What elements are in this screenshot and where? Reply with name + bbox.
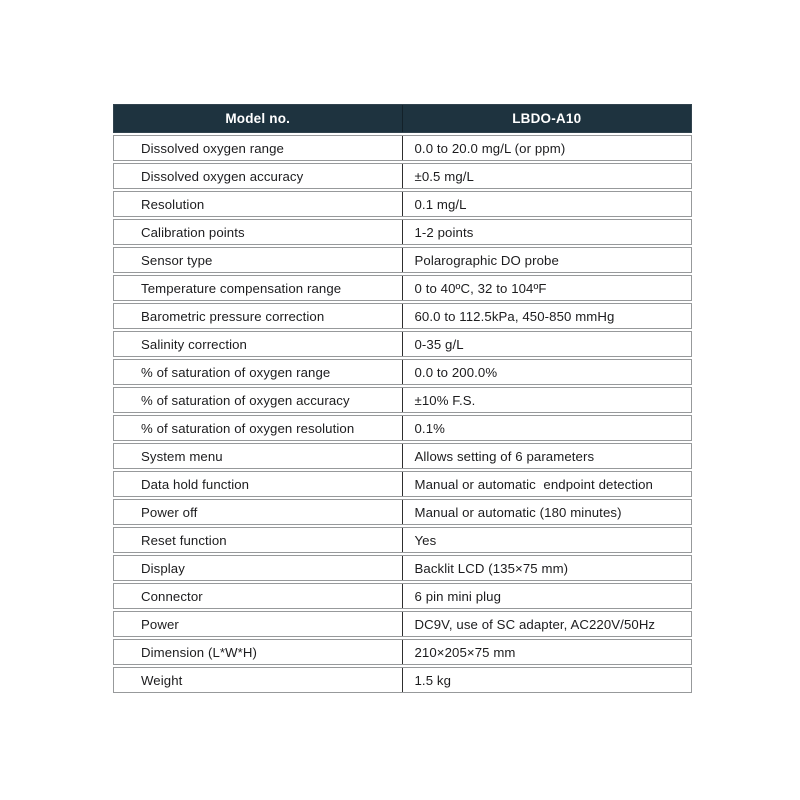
table-row xyxy=(113,667,692,693)
spec-value: Backlit LCD (135×75 mm) xyxy=(414,560,569,576)
spec-label: Resolution xyxy=(114,192,403,216)
spec-label: Calibration points xyxy=(114,220,403,244)
spec-table xyxy=(113,104,692,695)
table-row xyxy=(113,331,692,357)
table-row xyxy=(113,275,692,301)
table-row xyxy=(113,639,692,665)
table-row xyxy=(113,583,692,609)
spec-value: 0.1 mg/L xyxy=(414,196,467,212)
table-row xyxy=(113,359,692,385)
spec-value: 210×205×75 mm xyxy=(414,644,516,660)
table-body xyxy=(113,135,692,693)
spec-label: Power xyxy=(114,612,403,636)
spec-label: System menu xyxy=(114,444,403,468)
table-row xyxy=(113,555,692,581)
table-row xyxy=(113,443,692,469)
spec-value: Manual or automatic endpoint detection xyxy=(414,476,653,492)
spec-label: Data hold function xyxy=(114,472,403,496)
spec-label: % of saturation of oxygen resolution xyxy=(114,416,403,440)
spec-label: % of saturation of oxygen accuracy xyxy=(114,388,403,412)
table-row xyxy=(113,247,692,273)
spec-label: Dissolved oxygen range xyxy=(114,136,403,160)
spec-label: Dimension (L*W*H) xyxy=(114,640,403,664)
table-row xyxy=(113,499,692,525)
spec-value: 60.0 to 112.5kPa, 450-850 mmHg xyxy=(414,308,615,324)
spec-value: 1.5 kg xyxy=(414,672,452,688)
spec-label: Display xyxy=(114,556,403,580)
header-model-no: Model no. xyxy=(114,105,403,132)
table-row xyxy=(113,415,692,441)
table-row xyxy=(113,611,692,637)
spec-value: 0-35 g/L xyxy=(414,336,464,352)
spec-value: Yes xyxy=(414,532,437,548)
table-row xyxy=(113,135,692,161)
table-header xyxy=(113,104,692,133)
spec-label: Salinity correction xyxy=(114,332,403,356)
spec-value: ±10% F.S. xyxy=(414,392,476,408)
table-row xyxy=(113,387,692,413)
spec-label: Connector xyxy=(114,584,403,608)
table-row xyxy=(113,303,692,329)
spec-label: Weight xyxy=(114,668,403,692)
table-row xyxy=(113,191,692,217)
header-model-value: LBDO-A10 xyxy=(512,111,582,126)
spec-label: Barometric pressure correction xyxy=(114,304,403,328)
spec-label: Power off xyxy=(114,500,403,524)
spec-value: 0.0 to 200.0% xyxy=(414,364,498,380)
spec-label: Temperature compensation range xyxy=(114,276,403,300)
spec-label: Reset function xyxy=(114,528,403,552)
spec-label: Sensor type xyxy=(114,248,403,272)
table-row xyxy=(113,527,692,553)
spec-value: 6 pin mini plug xyxy=(414,588,502,604)
spec-value: Manual or automatic (180 minutes) xyxy=(414,504,622,520)
spec-value: 0.1% xyxy=(414,420,445,436)
table-row xyxy=(113,219,692,245)
spec-value: 0.0 to 20.0 mg/L (or ppm) xyxy=(414,140,566,156)
spec-value: DC9V, use of SC adapter, AC220V/50Hz xyxy=(414,616,656,632)
table-row xyxy=(113,471,692,497)
spec-label: Dissolved oxygen accuracy xyxy=(114,164,403,188)
spec-value: Polarographic DO probe xyxy=(414,252,559,268)
spec-value: 1-2 points xyxy=(414,224,474,240)
spec-value: Allows setting of 6 parameters xyxy=(414,448,595,464)
table-row xyxy=(113,163,692,189)
spec-value: 0 to 40ºC, 32 to 104ºF xyxy=(414,280,547,296)
spec-value: ±0.5 mg/L xyxy=(414,168,474,184)
spec-label: % of saturation of oxygen range xyxy=(114,360,403,384)
